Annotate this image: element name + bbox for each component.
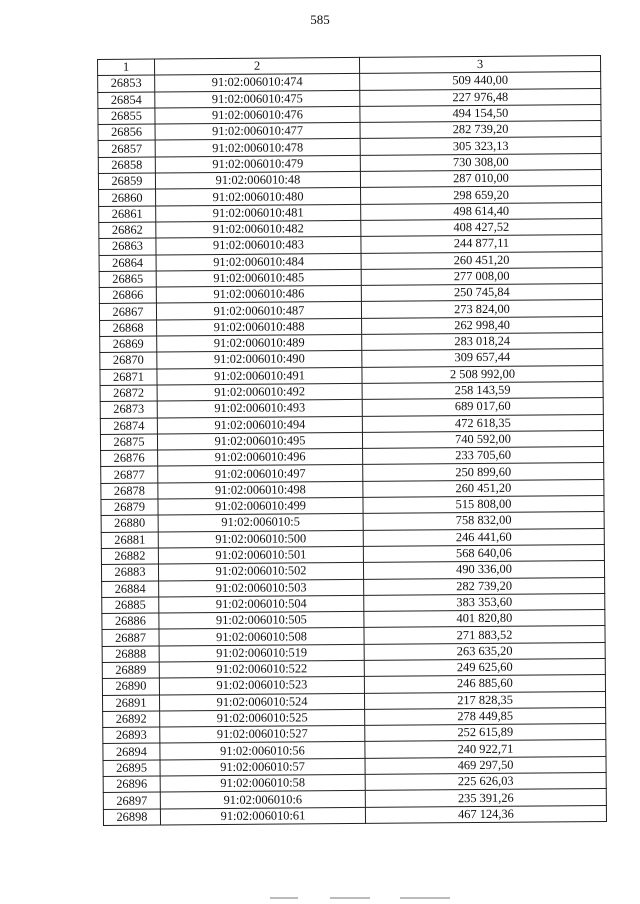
cadastral-value-cell: 758 832,00 (363, 512, 604, 530)
cadastral-value-cell: 250 745,84 (361, 284, 602, 302)
cadastral-value-cell: 467 124,36 (365, 805, 606, 823)
cadastral-number-cell: 91:02:006010:495 (157, 432, 362, 450)
cadastral-value-cell: 244 877,11 (361, 235, 602, 253)
cadastral-value-cell: 252 615,89 (365, 724, 606, 742)
cadastral-number-cell: 91:02:006010:487 (156, 302, 361, 320)
cadastral-value-cell: 278 449,85 (365, 707, 606, 725)
row-number-cell: 26869 (100, 336, 157, 353)
cadastral-number-cell: 91:02:006010:480 (156, 188, 361, 206)
row-number-cell: 26895 (103, 760, 160, 777)
row-number-cell: 26883 (101, 564, 158, 581)
row-number-cell: 26884 (102, 581, 159, 598)
cadastral-number-cell: 91:02:006010:504 (159, 595, 364, 613)
cadastral-number-cell: 91:02:006010:488 (157, 318, 362, 336)
row-number-cell: 26880 (101, 515, 158, 532)
cadastral-number-cell: 91:02:006010:527 (160, 726, 365, 744)
row-number-cell: 26872 (100, 385, 157, 402)
row-number-cell: 26893 (103, 727, 160, 744)
cadastral-number-cell: 91:02:006010:502 (158, 563, 363, 581)
table-row (103, 805, 606, 825)
cadastral-value-cell: 309 657,44 (362, 349, 603, 367)
cadastral-value-cell: 227 976,48 (360, 88, 601, 106)
cadastral-value-cell: 287 010,00 (360, 170, 601, 188)
cadastral-value-cell: 515 808,00 (363, 496, 604, 514)
cadastral-value-cell: 2 508 992,00 (362, 365, 603, 383)
cadastral-value-table (97, 55, 607, 826)
row-number-cell: 26896 (103, 776, 160, 793)
cadastral-number-cell: 91:02:006010:508 (159, 628, 364, 646)
row-number-cell: 26876 (101, 450, 158, 467)
cadastral-number-cell: 91:02:006010:478 (155, 139, 360, 157)
row-number-cell: 26857 (98, 141, 155, 158)
row-number-cell: 26871 (100, 369, 157, 386)
cadastral-value-cell: 258 143,59 (362, 381, 603, 399)
cadastral-value-cell: 298 659,20 (361, 186, 602, 204)
cadastral-value-cell: 235 391,26 (365, 789, 606, 807)
row-number-cell: 26877 (101, 466, 158, 483)
cadastral-value-cell: 225 626,03 (365, 773, 606, 791)
cadastral-value-cell: 217 828,35 (364, 691, 605, 709)
row-number-cell: 26867 (99, 303, 156, 320)
row-number-cell: 26882 (101, 548, 158, 565)
column-header-1: 1 (98, 59, 155, 76)
row-number-cell: 26870 (100, 352, 157, 369)
row-number-cell: 26855 (98, 108, 155, 125)
cadastral-number-cell: 91:02:006010:489 (157, 334, 362, 352)
row-number-cell: 26886 (102, 613, 159, 630)
cadastral-number-cell: 91:02:006010:525 (160, 709, 365, 727)
row-number-cell: 26898 (103, 809, 160, 826)
cadastral-number-cell: 91:02:006010:493 (157, 400, 362, 418)
cadastral-number-cell: 91:02:006010:485 (156, 269, 361, 287)
row-number-cell: 26888 (102, 646, 159, 663)
cadastral-value-cell: 469 297,50 (365, 756, 606, 774)
scan-artifact-marks (270, 895, 470, 901)
cadastral-value-cell: 260 451,20 (363, 479, 604, 497)
row-number-cell: 26866 (99, 287, 156, 304)
row-number-cell: 26873 (100, 401, 157, 418)
cadastral-number-cell: 91:02:006010:48 (155, 172, 360, 190)
page-number: 585 (310, 12, 330, 27)
cadastral-value-cell: 401 820,80 (364, 610, 605, 628)
cadastral-number-cell: 91:02:006010:476 (155, 106, 360, 124)
column-header-2: 2 (155, 57, 360, 75)
cadastral-number-cell: 91:02:006010:481 (156, 204, 361, 222)
table-body (98, 72, 607, 826)
row-number-cell: 26897 (103, 792, 160, 809)
cadastral-number-cell: 91:02:006010:474 (155, 74, 360, 92)
cadastral-value-cell: 240 922,71 (365, 740, 606, 758)
row-number-cell: 26875 (100, 434, 157, 451)
cadastral-value-cell: 730 308,00 (360, 153, 601, 171)
cadastral-value-cell: 263 635,20 (364, 642, 605, 660)
cadastral-value-cell: 249 625,60 (364, 659, 605, 677)
cadastral-number-cell: 91:02:006010:498 (158, 481, 363, 499)
cadastral-value-cell: 408 427,52 (361, 219, 602, 237)
row-number-cell: 26879 (101, 499, 158, 516)
cadastral-value-cell: 250 899,60 (363, 463, 604, 481)
row-number-cell: 26861 (99, 206, 156, 223)
cadastral-number-cell: 91:02:006010:57 (160, 758, 365, 776)
row-number-cell: 26887 (102, 629, 159, 646)
cadastral-number-cell: 91:02:006010:494 (157, 416, 362, 434)
cadastral-value-cell: 509 440,00 (360, 72, 601, 90)
row-number-cell: 26863 (99, 238, 156, 255)
cadastral-value-cell: 273 824,00 (361, 300, 602, 318)
cadastral-value-cell: 494 154,50 (360, 104, 601, 122)
row-number-cell: 26874 (100, 418, 157, 435)
row-number-cell: 26862 (99, 222, 156, 239)
cadastral-value-cell: 305 323,13 (360, 137, 601, 155)
cadastral-number-cell: 91:02:006010:500 (158, 530, 363, 548)
cadastral-number-cell: 91:02:006010:486 (156, 286, 361, 304)
cadastral-number-cell: 91:02:006010:483 (156, 237, 361, 255)
cadastral-number-cell: 91:02:006010:524 (159, 693, 364, 711)
cadastral-number-cell: 91:02:006010:519 (159, 644, 364, 662)
row-number-cell: 26885 (102, 597, 159, 614)
cadastral-number-cell: 91:02:006010:484 (156, 253, 361, 271)
cadastral-value-cell: 233 705,60 (363, 447, 604, 465)
cadastral-number-cell: 91:02:006010:482 (156, 220, 361, 238)
cadastral-value-cell: 277 008,00 (361, 267, 602, 285)
cadastral-value-cell: 246 441,60 (363, 528, 604, 546)
row-number-cell: 26853 (98, 75, 155, 92)
row-number-cell: 26891 (102, 695, 159, 712)
row-number-cell: 26854 (98, 92, 155, 109)
row-number-cell: 26864 (99, 255, 156, 272)
cadastral-value-cell: 568 640,06 (363, 544, 604, 562)
cadastral-value-cell: 490 336,00 (363, 561, 604, 579)
row-number-cell: 26856 (98, 124, 155, 141)
cadastral-value-cell: 498 614,40 (361, 202, 602, 220)
cadastral-number-cell: 91:02:006010:523 (159, 677, 364, 695)
cadastral-number-cell: 91:02:006010:6 (160, 791, 365, 809)
row-number-cell: 26890 (102, 678, 159, 695)
cadastral-value-cell: 262 998,40 (362, 316, 603, 334)
cadastral-number-cell: 91:02:006010:492 (157, 383, 362, 401)
cadastral-number-cell: 91:02:006010:58 (160, 774, 365, 792)
cadastral-number-cell: 91:02:006010:5 (158, 514, 363, 532)
table-container (97, 59, 601, 826)
row-number-cell: 26865 (99, 271, 156, 288)
cadastral-value-cell: 282 739,20 (360, 121, 601, 139)
cadastral-value-cell: 260 451,20 (361, 251, 602, 269)
cadastral-number-cell: 91:02:006010:56 (160, 742, 365, 760)
cadastral-number-cell: 91:02:006010:496 (158, 449, 363, 467)
row-number-cell: 26889 (102, 662, 159, 679)
cadastral-value-cell: 689 017,60 (362, 398, 603, 416)
cadastral-number-cell: 91:02:006010:503 (159, 579, 364, 597)
row-number-cell: 26878 (101, 483, 158, 500)
cadastral-value-cell: 282 739,20 (364, 577, 605, 595)
row-number-cell: 26881 (101, 532, 158, 549)
cadastral-number-cell: 91:02:006010:499 (158, 497, 363, 515)
row-number-cell: 26860 (99, 189, 156, 206)
row-number-cell: 26894 (103, 743, 160, 760)
cadastral-number-cell: 91:02:006010:490 (157, 351, 362, 369)
cadastral-value-cell: 383 353,60 (364, 593, 605, 611)
cadastral-number-cell: 91:02:006010:479 (155, 155, 360, 173)
cadastral-value-cell: 283 018,24 (362, 333, 603, 351)
row-number-cell: 26859 (98, 173, 155, 190)
cadastral-value-cell: 472 618,35 (362, 414, 603, 432)
cadastral-number-cell: 91:02:006010:477 (155, 123, 360, 141)
cadastral-number-cell: 91:02:006010:61 (160, 807, 365, 825)
row-number-cell: 26868 (100, 320, 157, 337)
cadastral-number-cell: 91:02:006010:522 (159, 660, 364, 678)
cadastral-value-cell: 740 592,00 (362, 430, 603, 448)
row-number-cell: 26858 (98, 157, 155, 174)
cadastral-value-cell: 271 883,52 (364, 626, 605, 644)
cadastral-number-cell: 91:02:006010:497 (158, 465, 363, 483)
cadastral-number-cell: 91:02:006010:475 (155, 90, 360, 108)
row-number-cell: 26892 (103, 711, 160, 728)
cadastral-number-cell: 91:02:006010:491 (157, 367, 362, 385)
cadastral-number-cell: 91:02:006010:505 (159, 612, 364, 630)
cadastral-value-cell: 246 885,60 (364, 675, 605, 693)
cadastral-number-cell: 91:02:006010:501 (158, 546, 363, 564)
column-header-3: 3 (359, 56, 600, 74)
